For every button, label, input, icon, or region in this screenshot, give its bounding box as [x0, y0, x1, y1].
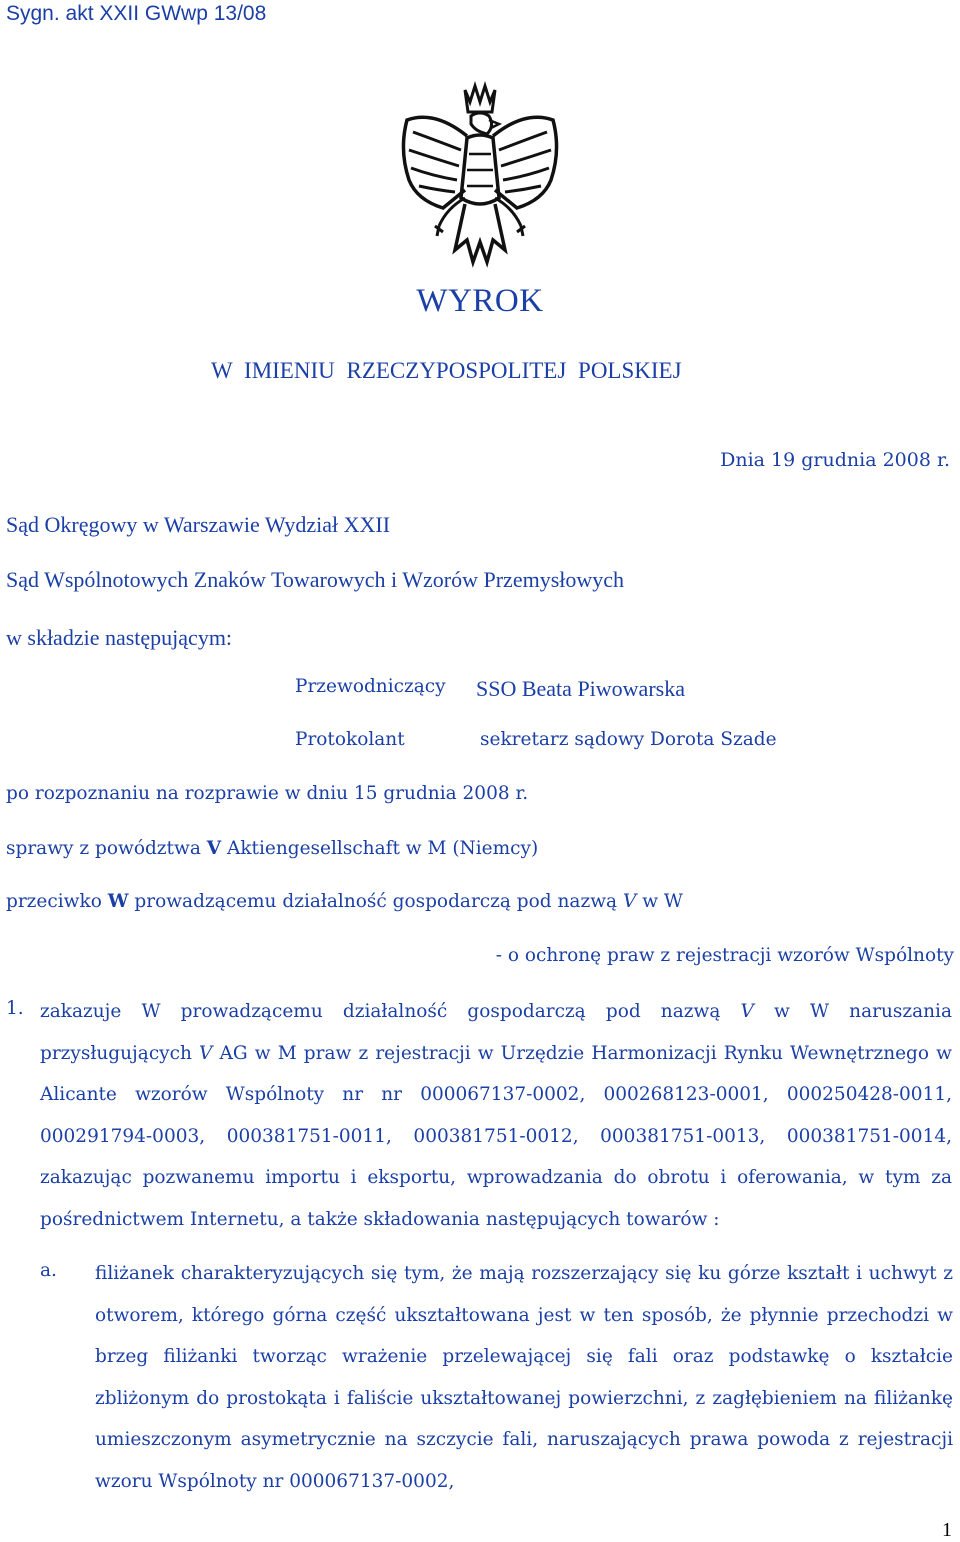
- against-mid: prowadzącemu działalność gospodarczą pod nazwą: [128, 891, 623, 912]
- clerk-role: Protokolant: [295, 729, 405, 750]
- ruling-item-1-part-2: w W naruszania przysługujących: [40, 1001, 952, 1064]
- hearing-line: po rozpoznaniu na rozprawie w dniu 15 grudnia 2008 r.: [6, 783, 529, 804]
- against-party: W: [107, 891, 129, 912]
- ruling-item-1-name-1: V: [740, 1001, 754, 1022]
- sub-item-a-text: filiżanek charakteryzujących się tym, że mają rozszerzający się ku górze kształt i uchwyt z otworem, którego górna część ukształtowana jest w ten sposób, że płynnie przechodzi w brzeg filiżanki tworząc wrażenie przelewającej się fali oraz podstawkę o kształcie zbliżonym do prostokąta i faliście ukształtowanej powierzchni, z zagłębieniem na filiżankę umieszczonym asymetrycznie na szczycie fali, naruszających prawa powoda z rejestracji wzoru Wspólnoty nr 000067137-0002,: [95, 1263, 953, 1492]
- claim-line: [6, 838, 538, 859]
- court-name-line-2: Sąd Wspólnotowych Znaków Towarowych i Wzorów Przemysłowych: [6, 567, 625, 592]
- ruling-item-1: [40, 991, 952, 1240]
- ruling-item-number: 1.: [6, 998, 24, 1019]
- against-name: V: [622, 891, 637, 912]
- chair-name: SSO Beata Piwowarska: [476, 676, 685, 701]
- judgment-date: Dnia 19 grudnia 2008 r.: [720, 449, 950, 471]
- against-post: w W: [636, 891, 683, 912]
- against-line: [6, 891, 683, 912]
- sub-item-label: a.: [40, 1260, 57, 1281]
- clerk-name: sekretarz sądowy Dorota Szade: [480, 729, 777, 750]
- against-pre: przeciwko: [6, 891, 108, 912]
- ruling-item-1-name-2: V: [199, 1042, 213, 1064]
- claim-party: V: [206, 838, 222, 859]
- composition-intro: w składzie następującym:: [6, 625, 233, 650]
- polish-eagle-emblem-icon: [395, 80, 565, 290]
- claim-post: Aktiengesellschaft w M (Niemcy): [221, 838, 539, 859]
- ruling-item-1-part-1: zakazuje W prowadzącemu działalność gospodarczą pod nazwą: [40, 1001, 741, 1022]
- document-title: WYROK: [416, 283, 544, 319]
- case-subject: - o ochronę praw z rejestracji wzorów Wspólnoty: [495, 945, 954, 966]
- document-subtitle: W IMIENIU RZECZYPOSPOLITEJ POLSKIEJ: [211, 358, 682, 383]
- page-number: 1: [942, 1519, 952, 1541]
- ruling-item-1-part-3: AG w M praw z rejestracji w Urzędzie Harmonizacji Rynku Wewnętrznego w Alicante wzorów Wspólnoty nr nr 000067137-0002, 000268123-0001, 000250428-0011, 000291794-0003, 000381751-0011, 000381751-0012, 000381751-0013, 000381751-0014, zakazując pozwanemu importu i eksportu, wprowadzania do obrotu i oferowania, w tym za pośrednictwem Internetu, a także składowania następujących towarów :: [40, 1042, 952, 1230]
- claim-pre: sprawy z powództwa: [6, 838, 207, 859]
- chair-role: Przewodniczący: [295, 676, 446, 697]
- case-signature: Sygn. akt XXII GWwp 13/08: [6, 2, 267, 25]
- court-name-line-1: Sąd Okręgowy w Warszawie Wydział XXII: [6, 512, 391, 537]
